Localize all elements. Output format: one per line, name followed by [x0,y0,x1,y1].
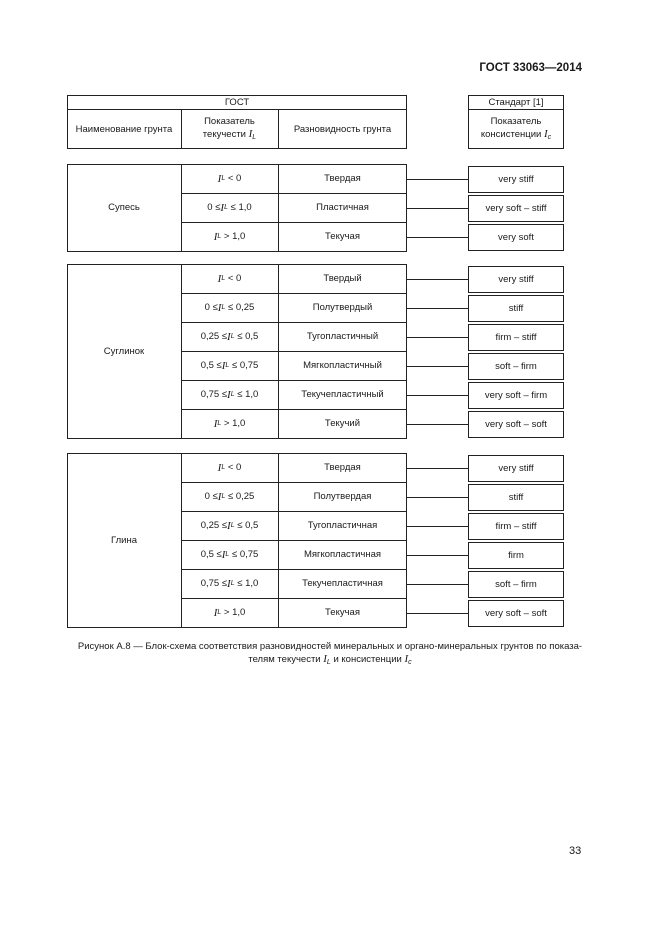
standard-consistency: soft – firm [495,360,537,372]
col-consistency-line1: Показатель [490,115,542,127]
fluidity-symbol: I [213,230,218,243]
caption-line2: телям текучести $I_L$ и консистенции $I_c$ [248,653,412,666]
fluidity-symbol-sub: L [221,463,226,471]
soil-variety: Мягкопластичный [303,359,382,371]
fluidity-symbol-sub: L [217,419,222,427]
soil-variety: Текучепластичная [302,577,383,589]
fluidity-post: < 0 [225,172,242,184]
document-code: ГОСТ 33063—2014 [479,62,582,74]
connector-line [407,395,468,396]
fluidity-symbol-sub: L [230,521,235,529]
soil-variety: Тугопластичная [307,519,378,531]
fluidity-symbol: I [227,388,231,401]
fluidity-index [181,409,278,438]
standard-consistency: very stiff [498,462,534,474]
fluidity-symbol-sub: L [221,492,226,500]
fluidity-symbol: I [221,359,226,372]
caption-line1: Рисунок А.8 — Блок-схема соответствия разновидностей минеральных и органо-минеральных грунтов по показа- [77,641,583,652]
fluidity-post: ≤ 1,0 [234,388,259,400]
fluidity-index [181,380,278,409]
fluidity-index [181,351,278,380]
soil-name: Супесь [108,202,140,213]
soil-name: Суглинок [103,345,145,357]
fluidity-post: ≤ 0,75 [229,359,259,371]
standard-consistency: firm [508,549,524,561]
fluidity-pre: 0 ≤ [207,201,221,213]
standard-consistency: very stiff [498,173,534,185]
fluidity-symbol-sub: L [225,550,230,558]
fluidity-index [181,264,278,293]
standard-consistency: firm – stiff [495,520,537,532]
fluidity-symbol: I [217,461,222,474]
fluidity-index [181,193,278,222]
standard-consistency: very soft [498,231,534,243]
fluidity-symbol-sub: L [230,390,235,398]
connector-line [407,366,468,367]
fluidity-index [181,222,278,251]
soil-variety: Текучий [324,417,361,429]
standard-consistency: stiff [508,302,524,314]
connector-line [407,279,468,280]
fluidity-symbol: I [227,519,231,532]
fluidity-post: ≤ 0,5 [234,330,259,342]
connector-line [407,468,468,469]
soil-variety: Текучая [325,606,360,618]
fluidity-index [181,569,278,598]
fluidity-symbol: I [217,490,222,503]
fluidity-pre: 0,5 ≤ [200,359,222,371]
soil-name: Глина [111,534,137,546]
fluidity-pre: 0 ≤ [204,490,218,502]
soil-variety: Твердый [323,272,362,284]
fluidity-symbol-sub: L [230,332,235,340]
col-fluidity [181,110,278,149]
standard-consistency: stiff [508,491,524,503]
fluidity-symbol: I [213,606,218,619]
fluidity-symbol: I [220,201,225,214]
fluidity-symbol: I [217,172,222,185]
fluidity-post: ≤ 0,25 [225,301,255,313]
connector-line [407,208,468,209]
col-fluidity-line1: Показатель [204,115,255,127]
connector-line [407,179,468,180]
fluidity-pre: 0,75 ≤ [200,388,228,400]
fluidity-post: < 0 [225,272,242,284]
soil-variety: Полутвердая [313,490,372,502]
fluidity-pre: 0,75 ≤ [200,577,228,589]
standard-title: Стандарт [1] [488,96,544,108]
fluidity-post: ≤ 0,25 [225,490,255,502]
fluidity-symbol: I [217,301,222,314]
connector-line [407,526,468,527]
fluidity-post: ≤ 0,75 [229,548,259,560]
col-consistency-line2: консистенции $I_c$ [480,127,552,141]
fluidity-post: ≤ 1,0 [234,577,259,589]
standard-consistency: very stiff [498,273,534,285]
soil-variety: Текучая [325,230,360,242]
fluidity-post: < 0 [225,461,242,473]
fluidity-symbol-sub: L [225,361,230,369]
fluidity-post: > 1,0 [221,230,246,242]
soil-variety: Текучепластичный [301,388,384,400]
figure-caption [40,640,620,669]
col-variety: Разновидность грунта [293,123,392,135]
connector-line [407,237,468,238]
soil-variety: Твердая [324,461,361,473]
standard-consistency: very soft – soft [485,418,547,430]
fluidity-post: ≤ 1,0 [228,201,252,213]
fluidity-post: ≤ 0,5 [234,519,259,531]
soil-variety: Пластичная [316,201,369,213]
fluidity-post: > 1,0 [221,606,246,618]
connector-line [407,424,468,425]
fluidity-symbol-sub: L [221,274,226,282]
standard-consistency: firm – stiff [495,331,537,343]
fluidity-symbol-sub: L [224,203,228,211]
connector-line [407,497,468,498]
standard-consistency: very soft – soft [485,607,547,619]
connector-line [407,613,468,614]
fluidity-pre: 0,5 ≤ [200,548,222,560]
fluidity-index [181,322,278,351]
fluidity-symbol-sub: L [221,174,226,182]
standard-consistency: soft – firm [495,578,537,590]
fluidity-index [181,598,278,627]
fluidity-symbol: I [221,548,226,561]
col-consistency [468,110,564,149]
fluidity-symbol: I [217,272,222,285]
fluidity-symbol-sub: L [221,303,226,311]
fluidity-symbol-sub: L [230,579,235,587]
standard-consistency: very soft – stiff [485,202,547,214]
fluidity-post: > 1,0 [221,417,246,429]
fluidity-symbol: I [227,577,231,590]
fluidity-symbol-sub: L [217,232,222,240]
soil-variety: Полутвердый [312,301,373,313]
fluidity-pre: 0,25 ≤ [200,330,228,342]
fluidity-pre: 0 ≤ [204,301,218,313]
fluidity-symbol-sub: L [217,608,222,616]
page-number: 33 [569,845,582,857]
connector-line [407,584,468,585]
fluidity-index [181,540,278,569]
fluidity-index [181,453,278,482]
fluidity-symbol: I [213,417,218,430]
fluidity-index [181,164,278,193]
connector-line [407,555,468,556]
fluidity-index [181,293,278,322]
fluidity-index [181,482,278,511]
connector-line [407,337,468,338]
fluidity-pre: 0,25 ≤ [200,519,228,531]
fluidity-symbol: I [227,330,231,343]
gost-title: ГОСТ [224,96,250,108]
col-fluidity-line2: текучести $I_L$ [202,127,257,141]
soil-variety: Тугопластичный [306,330,379,342]
soil-variety: Твердая [324,172,361,184]
soil-variety: Мягкопластичная [303,548,382,560]
fluidity-index [181,511,278,540]
col-soil-name: Наименование грунта [75,123,173,135]
standard-consistency: very soft – firm [484,389,548,401]
connector-line [407,308,468,309]
